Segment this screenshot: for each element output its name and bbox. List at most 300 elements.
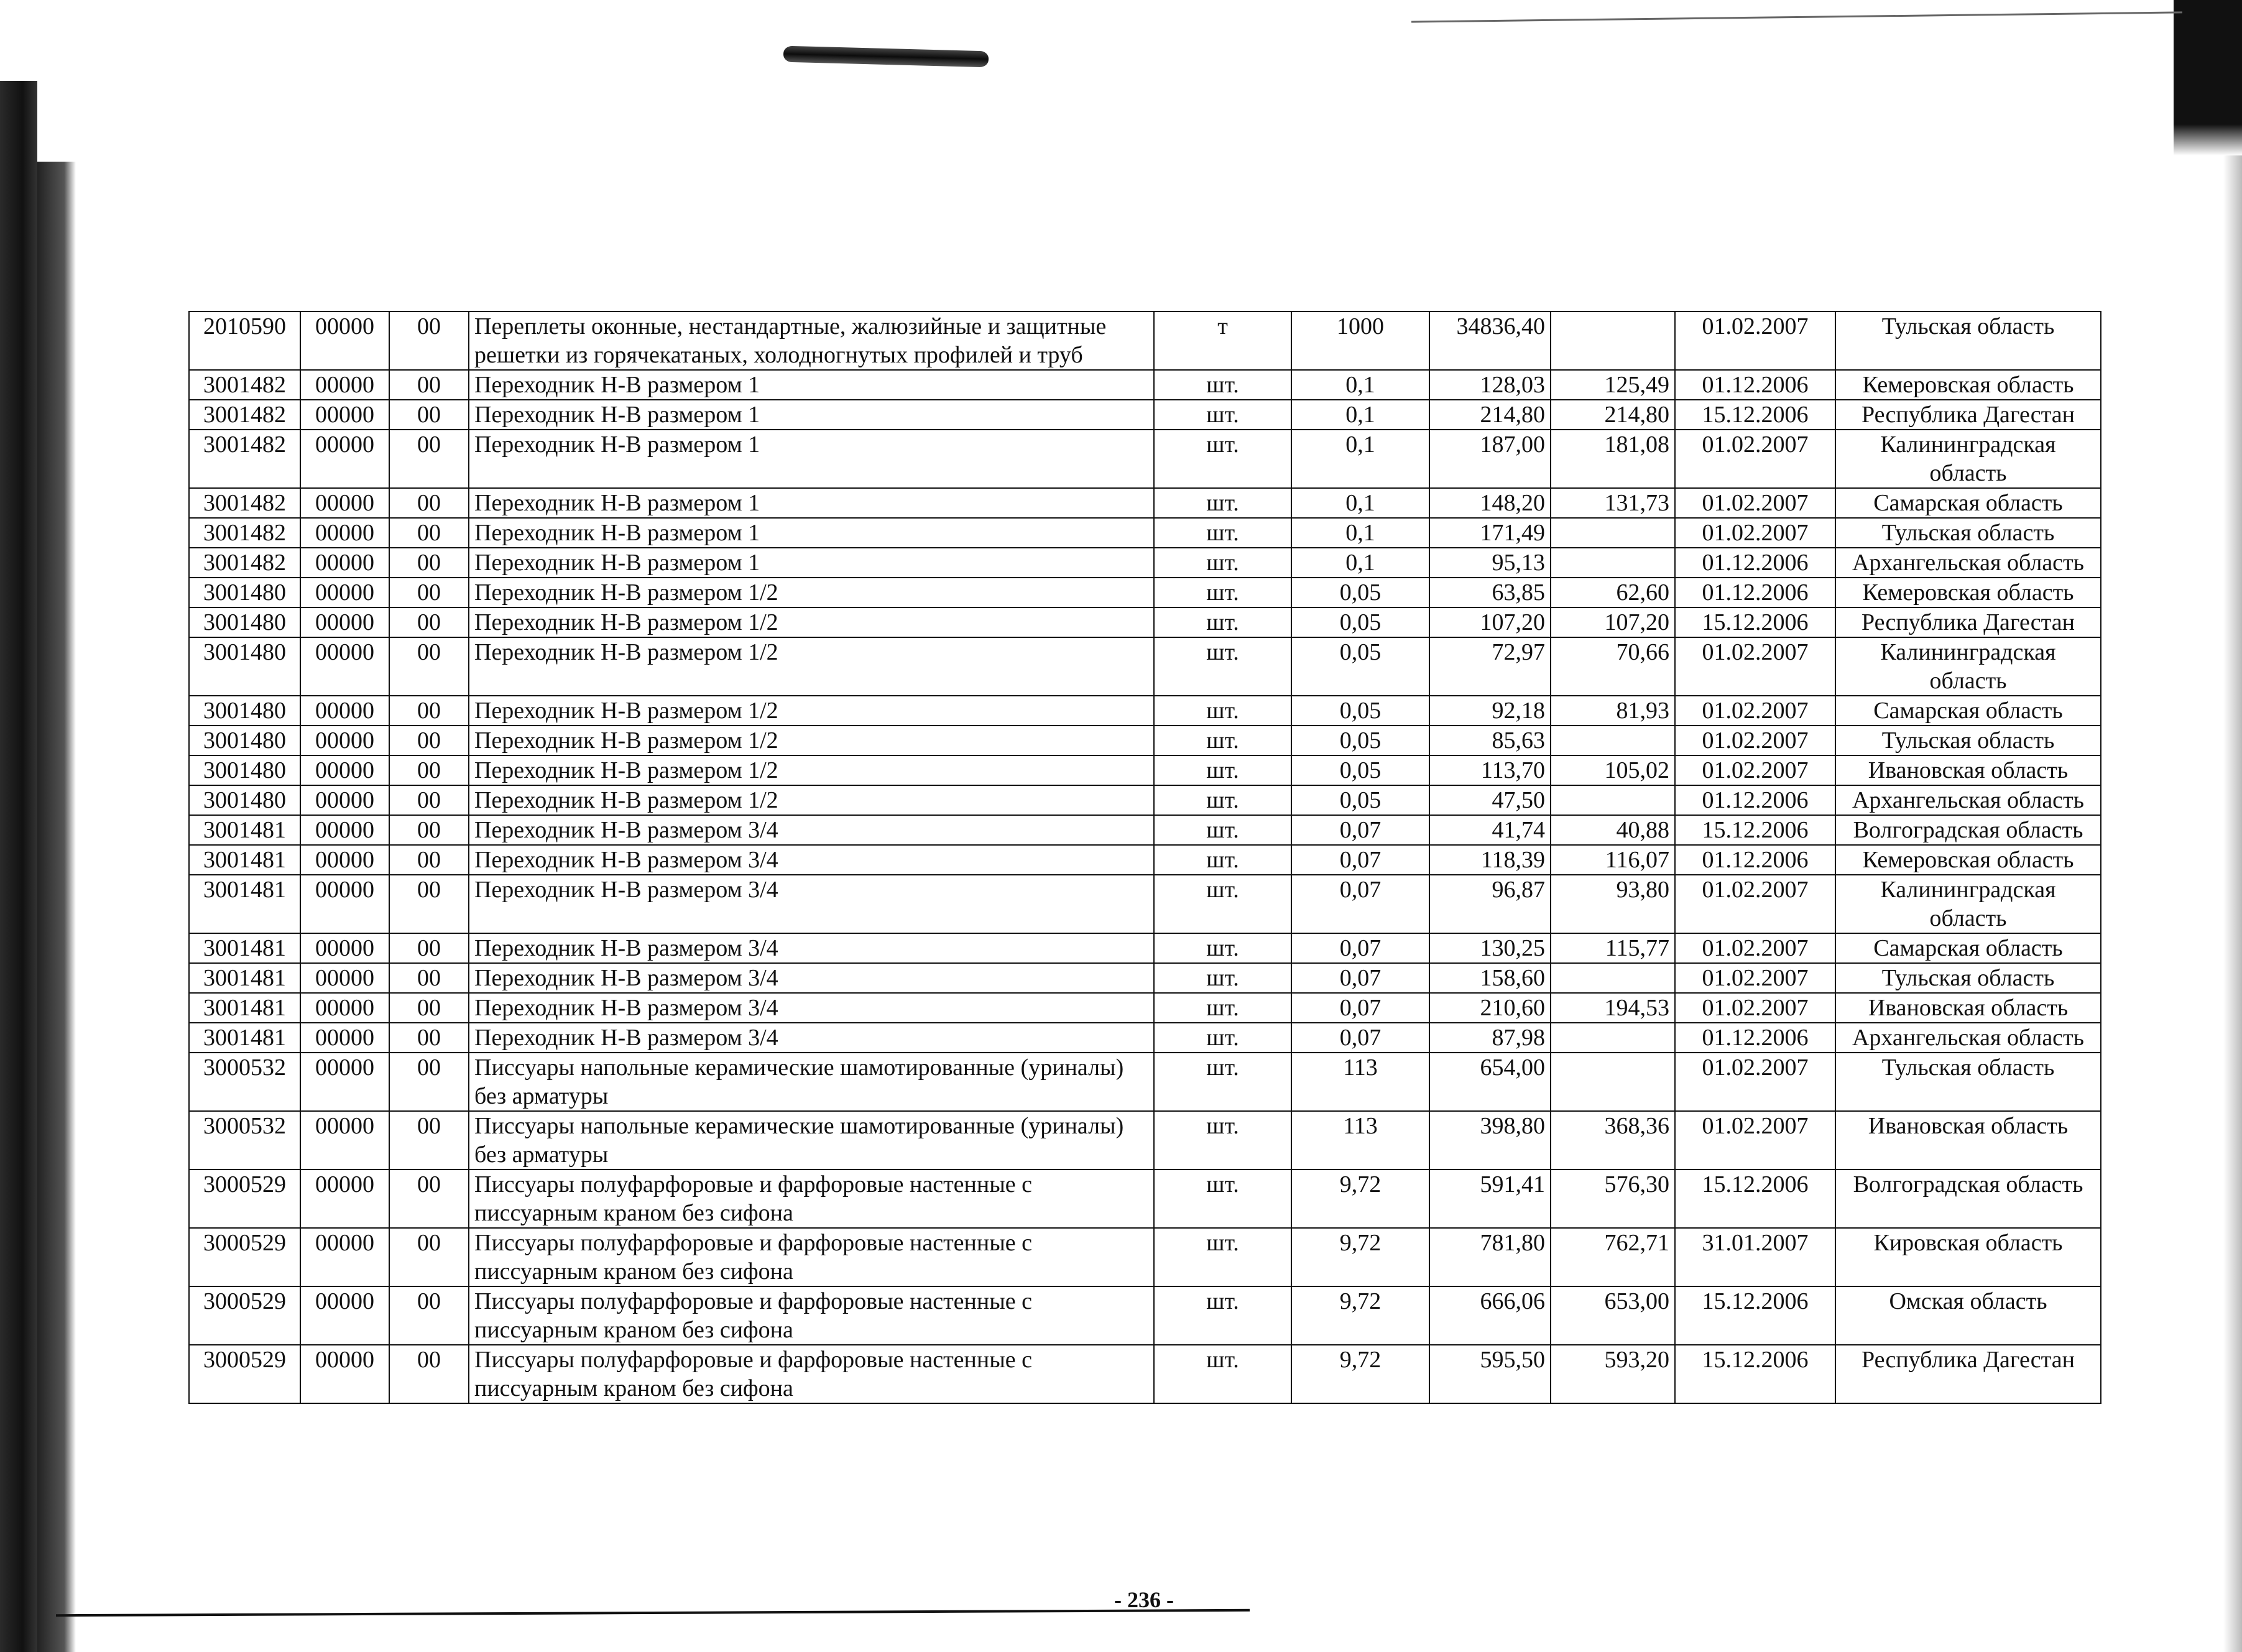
price-cell: 210,60 (1429, 993, 1551, 1023)
price-cell: 158,60 (1429, 963, 1551, 993)
variant-code-cell: 00 (389, 1228, 469, 1286)
unit-cell: шт. (1154, 845, 1291, 875)
date-cell: 01.02.2007 (1675, 755, 1835, 785)
price-cell: 148,20 (1429, 488, 1551, 518)
product-code-cell: 3000532 (189, 1111, 300, 1170)
price-cell: 107,20 (1429, 607, 1551, 637)
table-row (189, 845, 2101, 875)
product-name-cell: Переходник Н-В размером 1/2 (469, 637, 1154, 696)
unit-cell: шт. (1154, 785, 1291, 815)
weight-cell: 0,07 (1291, 933, 1429, 963)
price-cell: 654,00 (1429, 1053, 1551, 1111)
variant-code-cell: 00 (389, 548, 469, 578)
date-cell: 31.01.2007 (1675, 1228, 1835, 1286)
price-alt-cell: 653,00 (1551, 1286, 1675, 1345)
price-alt-cell (1551, 1023, 1675, 1053)
subcode-cell: 00000 (300, 637, 389, 696)
weight-cell: 0,05 (1291, 578, 1429, 607)
subcode-cell: 00000 (300, 1228, 389, 1286)
weight-cell: 1000 (1291, 311, 1429, 370)
variant-code-cell: 00 (389, 1111, 469, 1170)
weight-cell: 0,05 (1291, 785, 1429, 815)
variant-code-cell: 00 (389, 755, 469, 785)
product-code-cell: 3001481 (189, 815, 300, 845)
weight-cell: 0,05 (1291, 607, 1429, 637)
date-cell: 01.02.2007 (1675, 696, 1835, 726)
product-name-cell: Переходник Н-В размером 3/4 (469, 933, 1154, 963)
price-alt-cell (1551, 963, 1675, 993)
table-row (189, 430, 2101, 488)
product-name-cell: Переходник Н-В размером 1 (469, 430, 1154, 488)
subcode-cell: 00000 (300, 963, 389, 993)
weight-cell: 0,05 (1291, 755, 1429, 785)
product-code-cell: 3001482 (189, 488, 300, 518)
weight-cell: 113 (1291, 1053, 1429, 1111)
product-name-cell: Переходник Н-В размером 1 (469, 488, 1154, 518)
product-name-cell: Переходник Н-В размером 1/2 (469, 785, 1154, 815)
weight-cell: 9,72 (1291, 1345, 1429, 1403)
variant-code-cell: 00 (389, 1286, 469, 1345)
variant-code-cell: 00 (389, 1170, 469, 1228)
region-cell: Архангельская область (1835, 548, 2101, 578)
weight-cell: 0,07 (1291, 815, 1429, 845)
price-cell: 96,87 (1429, 875, 1551, 933)
product-code-cell: 3001481 (189, 993, 300, 1023)
price-alt-cell (1551, 311, 1675, 370)
product-name-cell: Переходник Н-В размером 3/4 (469, 963, 1154, 993)
price-alt-cell (1551, 518, 1675, 548)
weight-cell: 113 (1291, 1111, 1429, 1170)
table-row (189, 1286, 2101, 1345)
price-cell: 595,50 (1429, 1345, 1551, 1403)
variant-code-cell: 00 (389, 607, 469, 637)
price-cell: 781,80 (1429, 1228, 1551, 1286)
price-alt-cell: 70,66 (1551, 637, 1675, 696)
region-cell: Калининградская область (1835, 875, 2101, 933)
product-name-cell: Переходник Н-В размером 1 (469, 370, 1154, 400)
product-name-cell: Писсуары напольные керамические шамотированные (уриналы) без арматуры (469, 1053, 1154, 1111)
price-cell: 398,80 (1429, 1111, 1551, 1170)
subcode-cell: 00000 (300, 933, 389, 963)
unit-cell: шт. (1154, 607, 1291, 637)
unit-cell: шт. (1154, 1286, 1291, 1345)
weight-cell: 0,07 (1291, 1023, 1429, 1053)
variant-code-cell: 00 (389, 785, 469, 815)
region-cell: Ивановская область (1835, 993, 2101, 1023)
date-cell: 15.12.2006 (1675, 607, 1835, 637)
price-alt-cell (1551, 548, 1675, 578)
price-alt-cell (1551, 1053, 1675, 1111)
subcode-cell: 00000 (300, 1170, 389, 1228)
product-name-cell: Переходник Н-В размером 3/4 (469, 993, 1154, 1023)
date-cell: 01.02.2007 (1675, 993, 1835, 1023)
date-cell: 01.12.2006 (1675, 1023, 1835, 1053)
region-cell: Ивановская область (1835, 1111, 2101, 1170)
product-name-cell: Переходник Н-В размером 1/2 (469, 578, 1154, 607)
table-row (189, 815, 2101, 845)
product-name-cell: Писсуары напольные керамические шамотированные (уриналы) без арматуры (469, 1111, 1154, 1170)
date-cell: 01.12.2006 (1675, 785, 1835, 815)
table-row (189, 1170, 2101, 1228)
price-cell: 187,00 (1429, 430, 1551, 488)
price-alt-cell: 107,20 (1551, 607, 1675, 637)
price-alt-cell: 214,80 (1551, 400, 1675, 430)
date-cell: 01.02.2007 (1675, 933, 1835, 963)
date-cell: 01.02.2007 (1675, 963, 1835, 993)
unit-cell: шт. (1154, 578, 1291, 607)
price-alt-cell (1551, 726, 1675, 755)
subcode-cell: 00000 (300, 845, 389, 875)
product-code-cell: 3001480 (189, 726, 300, 755)
price-alt-cell: 762,71 (1551, 1228, 1675, 1286)
variant-code-cell: 00 (389, 933, 469, 963)
product-name-cell: Переходник Н-В размером 3/4 (469, 875, 1154, 933)
region-cell: Республика Дагестан (1835, 607, 2101, 637)
date-cell: 01.02.2007 (1675, 1053, 1835, 1111)
region-cell: Самарская область (1835, 488, 2101, 518)
table-row (189, 1228, 2101, 1286)
product-code-cell: 3001481 (189, 1023, 300, 1053)
variant-code-cell: 00 (389, 400, 469, 430)
date-cell: 01.12.2006 (1675, 370, 1835, 400)
variant-code-cell: 00 (389, 1345, 469, 1403)
date-cell: 01.02.2007 (1675, 488, 1835, 518)
date-cell: 15.12.2006 (1675, 400, 1835, 430)
price-cell: 591,41 (1429, 1170, 1551, 1228)
product-name-cell: Переходник Н-В размером 1/2 (469, 696, 1154, 726)
weight-cell: 9,72 (1291, 1286, 1429, 1345)
unit-cell: шт. (1154, 518, 1291, 548)
subcode-cell: 00000 (300, 1286, 389, 1345)
variant-code-cell: 00 (389, 963, 469, 993)
price-cell: 34836,40 (1429, 311, 1551, 370)
subcode-cell: 00000 (300, 430, 389, 488)
weight-cell: 0,07 (1291, 845, 1429, 875)
weight-cell: 0,1 (1291, 400, 1429, 430)
subcode-cell: 00000 (300, 1111, 389, 1170)
table-row (189, 1111, 2101, 1170)
weight-cell: 0,07 (1291, 875, 1429, 933)
table-row (189, 607, 2101, 637)
variant-code-cell: 00 (389, 488, 469, 518)
unit-cell: шт. (1154, 815, 1291, 845)
subcode-cell: 00000 (300, 1345, 389, 1403)
unit-cell: шт. (1154, 637, 1291, 696)
price-alt-cell: 576,30 (1551, 1170, 1675, 1228)
date-cell: 01.02.2007 (1675, 726, 1835, 755)
variant-code-cell: 00 (389, 370, 469, 400)
variant-code-cell: 00 (389, 726, 469, 755)
unit-cell: шт. (1154, 430, 1291, 488)
variant-code-cell: 00 (389, 430, 469, 488)
price-cell: 128,03 (1429, 370, 1551, 400)
scan-shadow-top-right (2174, 0, 2242, 155)
price-alt-cell (1551, 785, 1675, 815)
table-row (189, 875, 2101, 933)
page-number: - 236 - (1114, 1587, 1174, 1612)
date-cell: 15.12.2006 (1675, 1345, 1835, 1403)
price-alt-cell: 62,60 (1551, 578, 1675, 607)
product-name-cell: Писсуары полуфарфоровые и фарфоровые настенные с писсуарным краном без сифона (469, 1286, 1154, 1345)
product-name-cell: Писсуары полуфарфоровые и фарфоровые настенные с писсуарным краном без сифона (469, 1228, 1154, 1286)
price-alt-cell: 105,02 (1551, 755, 1675, 785)
product-code-cell: 3001480 (189, 696, 300, 726)
table-row (189, 311, 2101, 370)
price-alt-cell: 593,20 (1551, 1345, 1675, 1403)
variant-code-cell: 00 (389, 815, 469, 845)
product-code-cell: 3001482 (189, 518, 300, 548)
weight-cell: 9,72 (1291, 1170, 1429, 1228)
price-alt-cell: 368,36 (1551, 1111, 1675, 1170)
weight-cell: 0,05 (1291, 637, 1429, 696)
date-cell: 01.02.2007 (1675, 430, 1835, 488)
unit-cell: т (1154, 311, 1291, 370)
scan-shadow-left (0, 81, 37, 1652)
table-row (189, 518, 2101, 548)
unit-cell: шт. (1154, 755, 1291, 785)
region-cell: Самарская область (1835, 933, 2101, 963)
price-cell: 63,85 (1429, 578, 1551, 607)
price-table (188, 311, 2101, 1404)
unit-cell: шт. (1154, 548, 1291, 578)
weight-cell: 0,1 (1291, 548, 1429, 578)
date-cell: 01.12.2006 (1675, 845, 1835, 875)
product-name-cell: Переплеты оконные, нестандартные, жалюзийные и защитные решетки из горячекатаных, холодногнутых профилей и труб (469, 311, 1154, 370)
variant-code-cell: 00 (389, 637, 469, 696)
subcode-cell: 00000 (300, 726, 389, 755)
table-row (189, 696, 2101, 726)
table-row (189, 963, 2101, 993)
price-alt-cell: 116,07 (1551, 845, 1675, 875)
region-cell: Кировская область (1835, 1228, 2101, 1286)
price-alt-cell: 40,88 (1551, 815, 1675, 845)
region-cell: Калининградская область (1835, 430, 2101, 488)
product-code-cell: 3000529 (189, 1286, 300, 1345)
product-code-cell: 3001480 (189, 578, 300, 607)
weight-cell: 0,1 (1291, 370, 1429, 400)
price-cell: 214,80 (1429, 400, 1551, 430)
table-row (189, 726, 2101, 755)
table-row (189, 1345, 2101, 1403)
subcode-cell: 00000 (300, 993, 389, 1023)
product-name-cell: Переходник Н-В размером 1 (469, 518, 1154, 548)
subcode-cell: 00000 (300, 1053, 389, 1111)
region-cell: Волгоградская область (1835, 815, 2101, 845)
product-code-cell: 3000532 (189, 1053, 300, 1111)
product-code-cell: 3000529 (189, 1170, 300, 1228)
table-row (189, 933, 2101, 963)
subcode-cell: 00000 (300, 1023, 389, 1053)
scan-shadow-left-inner (37, 162, 76, 1652)
unit-cell: шт. (1154, 696, 1291, 726)
product-name-cell: Переходник Н-В размером 1 (469, 400, 1154, 430)
table-body (189, 311, 2101, 1403)
variant-code-cell: 00 (389, 875, 469, 933)
price-cell: 72,97 (1429, 637, 1551, 696)
product-code-cell: 3001480 (189, 637, 300, 696)
scan-edge-line-top (1411, 11, 2182, 22)
region-cell: Тульская область (1835, 518, 2101, 548)
product-name-cell: Переходник Н-В размером 1/2 (469, 755, 1154, 785)
region-cell: Омская область (1835, 1286, 2101, 1345)
product-code-cell: 3001482 (189, 548, 300, 578)
table-row (189, 755, 2101, 785)
variant-code-cell: 00 (389, 578, 469, 607)
weight-cell: 0,05 (1291, 726, 1429, 755)
price-cell: 41,74 (1429, 815, 1551, 845)
region-cell: Кемеровская область (1835, 370, 2101, 400)
table-row (189, 785, 2101, 815)
product-code-cell: 3000529 (189, 1228, 300, 1286)
date-cell: 01.12.2006 (1675, 578, 1835, 607)
price-alt-cell: 81,93 (1551, 696, 1675, 726)
variant-code-cell: 00 (389, 845, 469, 875)
product-name-cell: Переходник Н-В размером 3/4 (469, 815, 1154, 845)
unit-cell: шт. (1154, 993, 1291, 1023)
date-cell: 01.02.2007 (1675, 875, 1835, 933)
variant-code-cell: 00 (389, 696, 469, 726)
subcode-cell: 00000 (300, 548, 389, 578)
unit-cell: шт. (1154, 1053, 1291, 1111)
date-cell: 01.02.2007 (1675, 637, 1835, 696)
table-row (189, 488, 2101, 518)
weight-cell: 0,1 (1291, 488, 1429, 518)
date-cell: 01.02.2007 (1675, 518, 1835, 548)
price-cell: 666,06 (1429, 1286, 1551, 1345)
product-code-cell: 3001480 (189, 785, 300, 815)
price-cell: 47,50 (1429, 785, 1551, 815)
product-code-cell: 3001480 (189, 607, 300, 637)
subcode-cell: 00000 (300, 578, 389, 607)
unit-cell: шт. (1154, 1111, 1291, 1170)
product-code-cell: 3001481 (189, 963, 300, 993)
region-cell: Тульская область (1835, 726, 2101, 755)
date-cell: 15.12.2006 (1675, 1286, 1835, 1345)
scan-redaction-mark (783, 46, 989, 68)
date-cell: 01.02.2007 (1675, 311, 1835, 370)
price-cell: 118,39 (1429, 845, 1551, 875)
price-cell: 130,25 (1429, 933, 1551, 963)
price-cell: 113,70 (1429, 755, 1551, 785)
price-alt-cell: 93,80 (1551, 875, 1675, 933)
region-cell: Республика Дагестан (1835, 400, 2101, 430)
product-code-cell: 3001482 (189, 400, 300, 430)
unit-cell: шт. (1154, 1228, 1291, 1286)
product-code-cell: 3001481 (189, 875, 300, 933)
region-cell: Кемеровская область (1835, 845, 2101, 875)
product-code-cell: 2010590 (189, 311, 300, 370)
scan-edge-line-bottom (56, 1609, 1250, 1617)
variant-code-cell: 00 (389, 993, 469, 1023)
date-cell: 15.12.2006 (1675, 1170, 1835, 1228)
product-code-cell: 3001481 (189, 845, 300, 875)
weight-cell: 0,1 (1291, 518, 1429, 548)
subcode-cell: 00000 (300, 370, 389, 400)
product-name-cell: Переходник Н-В размером 3/4 (469, 1023, 1154, 1053)
unit-cell: шт. (1154, 400, 1291, 430)
variant-code-cell: 00 (389, 1053, 469, 1111)
weight-cell: 0,1 (1291, 430, 1429, 488)
product-code-cell: 3001482 (189, 370, 300, 400)
unit-cell: шт. (1154, 1170, 1291, 1228)
subcode-cell: 00000 (300, 488, 389, 518)
variant-code-cell: 00 (389, 1023, 469, 1053)
subcode-cell: 00000 (300, 755, 389, 785)
price-cell: 92,18 (1429, 696, 1551, 726)
product-code-cell: 3001481 (189, 933, 300, 963)
table-row (189, 1053, 2101, 1111)
region-cell: Архангельская область (1835, 785, 2101, 815)
date-cell: 01.12.2006 (1675, 548, 1835, 578)
region-cell: Ивановская область (1835, 755, 2101, 785)
unit-cell: шт. (1154, 1023, 1291, 1053)
product-code-cell: 3000529 (189, 1345, 300, 1403)
subcode-cell: 00000 (300, 696, 389, 726)
subcode-cell: 00000 (300, 311, 389, 370)
region-cell: Республика Дагестан (1835, 1345, 2101, 1403)
price-cell: 85,63 (1429, 726, 1551, 755)
unit-cell: шт. (1154, 963, 1291, 993)
unit-cell: шт. (1154, 933, 1291, 963)
table-row (189, 548, 2101, 578)
region-cell: Архангельская область (1835, 1023, 2101, 1053)
weight-cell: 0,05 (1291, 696, 1429, 726)
price-alt-cell: 181,08 (1551, 430, 1675, 488)
date-cell: 15.12.2006 (1675, 815, 1835, 845)
product-name-cell: Переходник Н-В размером 3/4 (469, 845, 1154, 875)
product-name-cell: Переходник Н-В размером 1/2 (469, 726, 1154, 755)
unit-cell: шт. (1154, 370, 1291, 400)
subcode-cell: 00000 (300, 518, 389, 548)
table-row (189, 1023, 2101, 1053)
price-alt-cell: 115,77 (1551, 933, 1675, 963)
region-cell: Тульская область (1835, 1053, 2101, 1111)
subcode-cell: 00000 (300, 815, 389, 845)
region-cell: Тульская область (1835, 963, 2101, 993)
weight-cell: 9,72 (1291, 1228, 1429, 1286)
product-name-cell: Переходник Н-В размером 1 (469, 548, 1154, 578)
weight-cell: 0,07 (1291, 993, 1429, 1023)
subcode-cell: 00000 (300, 785, 389, 815)
variant-code-cell: 00 (389, 311, 469, 370)
price-cell: 171,49 (1429, 518, 1551, 548)
table-row (189, 400, 2101, 430)
weight-cell: 0,07 (1291, 963, 1429, 993)
table-row (189, 578, 2101, 607)
region-cell: Калининградская область (1835, 637, 2101, 696)
price-alt-cell: 194,53 (1551, 993, 1675, 1023)
subcode-cell: 00000 (300, 875, 389, 933)
date-cell: 01.02.2007 (1675, 1111, 1835, 1170)
price-alt-cell: 131,73 (1551, 488, 1675, 518)
variant-code-cell: 00 (389, 518, 469, 548)
product-name-cell: Переходник Н-В размером 1/2 (469, 607, 1154, 637)
product-code-cell: 3001480 (189, 755, 300, 785)
product-name-cell: Писсуары полуфарфоровые и фарфоровые настенные с писсуарным краном без сифона (469, 1170, 1154, 1228)
price-alt-cell: 125,49 (1551, 370, 1675, 400)
scan-shadow-right (2223, 155, 2242, 1652)
product-name-cell: Писсуары полуфарфоровые и фарфоровые настенные с писсуарным краном без сифона (469, 1345, 1154, 1403)
table-row (189, 637, 2101, 696)
product-code-cell: 3001482 (189, 430, 300, 488)
unit-cell: шт. (1154, 1345, 1291, 1403)
subcode-cell: 00000 (300, 607, 389, 637)
region-cell: Кемеровская область (1835, 578, 2101, 607)
price-cell: 87,98 (1429, 1023, 1551, 1053)
region-cell: Тульская область (1835, 311, 2101, 370)
table-row (189, 370, 2101, 400)
region-cell: Волгоградская область (1835, 1170, 2101, 1228)
